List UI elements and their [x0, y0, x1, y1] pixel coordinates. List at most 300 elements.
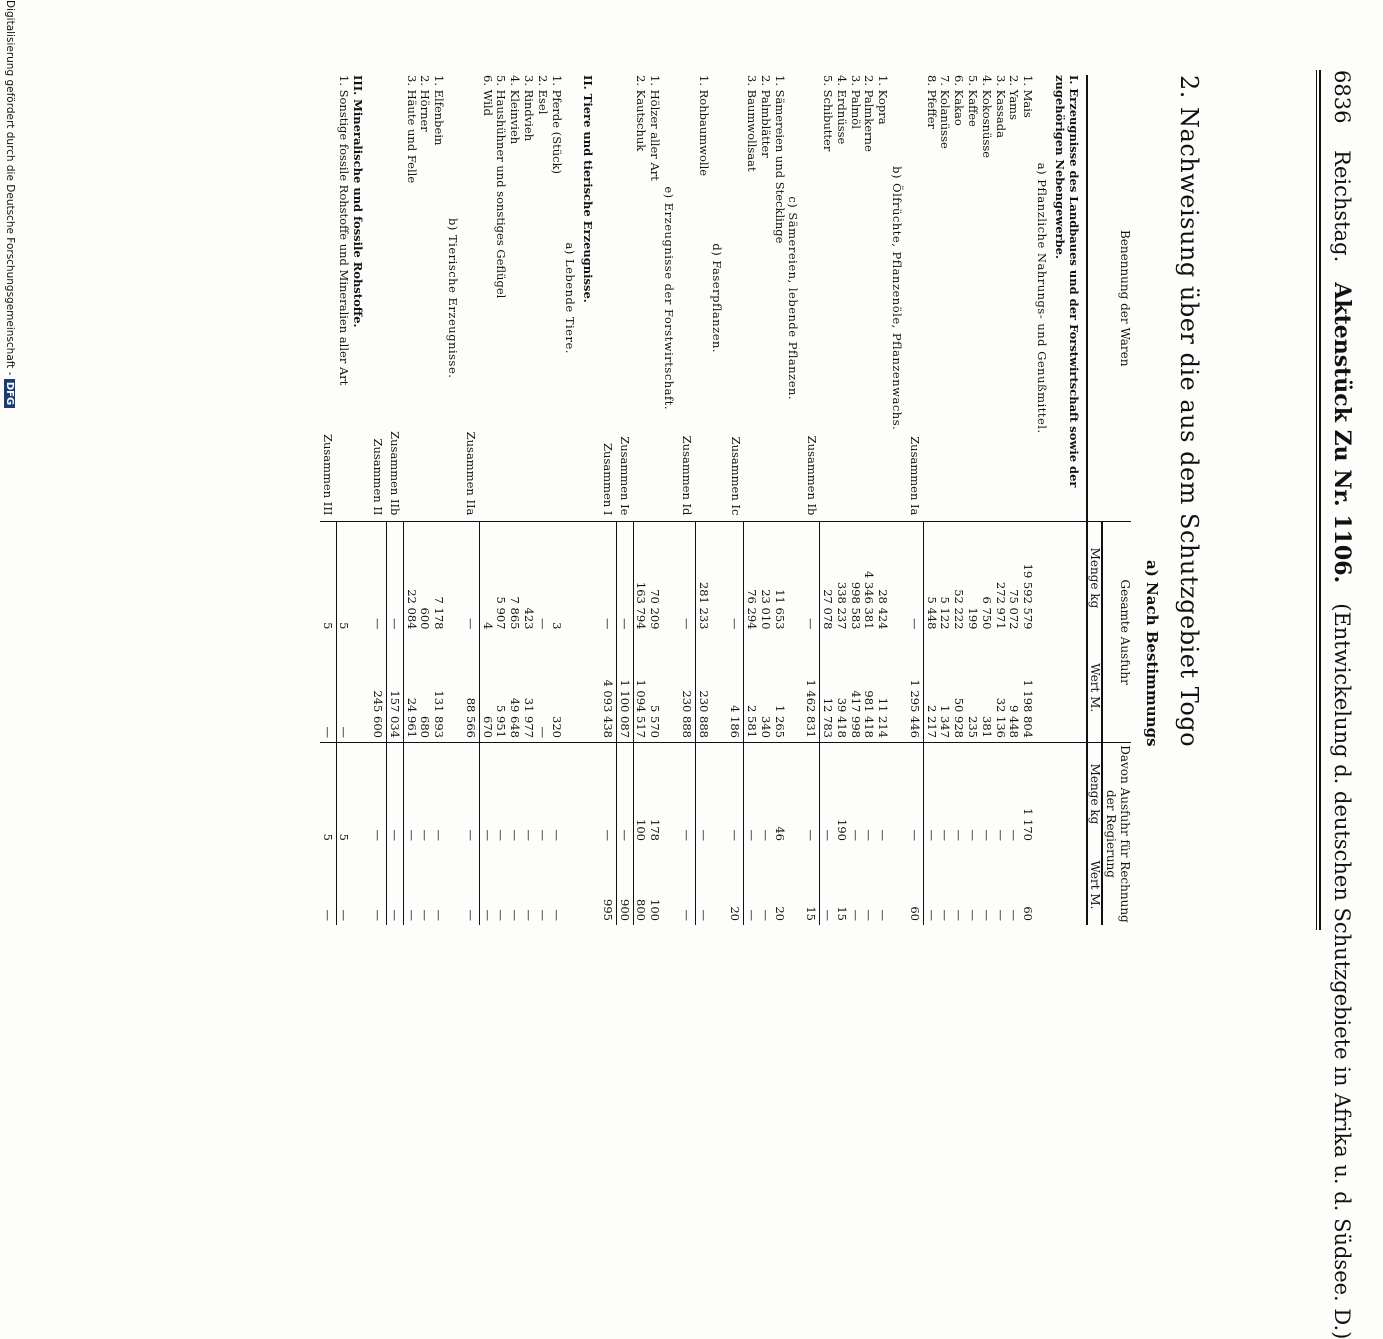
cell-wert: 230 888 [679, 633, 695, 742]
empty-cell [445, 742, 463, 845]
cell-gov-menge: 5 [320, 742, 336, 845]
cell-gov-wert: — [370, 845, 386, 925]
cell-menge: 23 010 [758, 589, 773, 630]
section-heading: II. Tiere und tierische Erzeugnisse. [580, 75, 600, 522]
section-row [661, 75, 679, 925]
row-label: Zusammen Ie [616, 75, 633, 522]
cell-gov-wert: — [745, 909, 760, 921]
row-label: 1. Sämereien und Stecklinge [772, 75, 786, 522]
cell-gov-menge: 1 170 [1021, 808, 1036, 841]
cell-gov-menge: — [907, 742, 923, 845]
cell-gov-menge: — [1007, 829, 1022, 841]
cell-gov-wert: 20 [772, 906, 787, 921]
empty-cell [563, 522, 581, 634]
cell-wert: 381 [979, 633, 993, 742]
cell-gov-menge: — [758, 829, 773, 841]
header-rule [1319, 70, 1321, 930]
cell-wert: 1 462 831 [803, 633, 819, 742]
section-row [1034, 75, 1052, 925]
cell-gov-menge: — [803, 742, 819, 845]
cell-wert: 4 093 438 [600, 633, 616, 742]
table-row [979, 75, 993, 925]
row-label: 6. Kakao [951, 75, 965, 522]
row-label: Zusammen IIb [386, 75, 403, 522]
total-row [320, 75, 336, 925]
cell-gov-wert: — [535, 909, 550, 921]
col-header-gov-wert: Wert M. [1087, 845, 1103, 925]
empty-cell [786, 522, 804, 634]
table-row [695, 75, 709, 925]
empty-cell [445, 845, 463, 925]
cell-wert: 2 217 [923, 633, 937, 742]
cell-wert: 235 [965, 633, 979, 742]
cell-gov-wert: — [696, 909, 711, 921]
cell-menge: — [370, 522, 386, 634]
cell-menge: 998 583 [848, 581, 863, 630]
col-group-total: Gesamte Ausfuhr [1102, 522, 1131, 743]
subsection-heading: d) Faserpflanzen. [710, 75, 728, 522]
cell-gov-wert: — [432, 909, 447, 921]
table-row [336, 75, 350, 925]
table-row [479, 75, 493, 925]
cell-gov-menge: — [696, 829, 711, 841]
table-row [834, 75, 848, 925]
row-label: 3. Palmöl [848, 75, 862, 522]
cell-wert: 1 198 804 [1020, 633, 1034, 742]
cell-gov-menge: — [418, 829, 433, 841]
row-label: 3. Kassada [993, 75, 1007, 522]
cell-gov-menge: — [616, 742, 633, 845]
cell-wert: — [535, 633, 549, 742]
cell-gov-menge: — [938, 829, 953, 841]
row-label: Zusammen II [370, 75, 386, 522]
cell-gov-wert: — [418, 909, 433, 921]
cell-wert: 131 893 [431, 633, 445, 742]
table-row [403, 75, 417, 925]
cell-gov-menge: 190 [834, 819, 849, 841]
total-row [600, 75, 616, 925]
empty-cell [580, 633, 600, 742]
table-row [758, 75, 772, 925]
empty-cell [889, 522, 907, 634]
cell-gov-menge: — [432, 829, 447, 841]
cell-gov-menge: — [745, 829, 760, 841]
empty-cell [1052, 742, 1087, 845]
cell-menge: 5 122 [938, 596, 953, 630]
row-label: 5. Schibutter [820, 75, 834, 522]
digitization-credit [4, 0, 16, 408]
cell-gov-wert: — [549, 909, 564, 921]
row-label: 5. Kaffee [965, 75, 979, 522]
cell-menge: 5 907 [494, 596, 509, 630]
empty-cell [661, 742, 679, 845]
cell-menge: — [535, 617, 550, 630]
table-row [507, 75, 521, 925]
cell-gov-menge: — [924, 829, 939, 841]
cell-menge: — [727, 522, 743, 634]
section-row [889, 75, 907, 925]
cell-menge: — [803, 522, 819, 634]
subsection-heading: b) Ölfrüchte, Pflanzenöle, Pflanzenwachs. [889, 75, 907, 522]
cell-gov-menge: 178 [648, 819, 663, 841]
cell-gov-menge: — [463, 742, 479, 845]
cell-gov-wert: — [993, 909, 1008, 921]
cell-menge: 163 794 [634, 581, 649, 630]
cell-wert: 417 998 [848, 633, 862, 742]
cell-gov-menge: — [508, 829, 523, 841]
cell-menge: 22 084 [404, 589, 419, 630]
page-number: 6836 [1330, 70, 1354, 124]
page-title: 2. Nachweisung über die aus dem Schutzgebiet Togo [1175, 75, 1203, 748]
col-header-menge: Menge kg [1087, 522, 1103, 634]
empty-cell [350, 522, 370, 634]
table-row [494, 75, 508, 925]
col-group-gov: Davon Ausfuhr für Rechnung der Regierung [1102, 742, 1131, 925]
header-rule-thin [1316, 70, 1317, 930]
total-row [907, 75, 923, 925]
table-row [1007, 75, 1021, 925]
page-subtitle: a) Nach Bestimmungs [1143, 560, 1161, 747]
header-right: (Entwickelung d. deutschen Schutzgebiete in Afrika u. d. Südsee. D.) [1330, 603, 1354, 1339]
empty-cell [661, 845, 679, 925]
subsection-heading: a) Pflanzliche Nahrungs- und Genußmittel. [1034, 75, 1052, 522]
row-label: 1. Pferde (Stück) [549, 75, 563, 522]
cell-gov-menge: — [386, 742, 403, 845]
cell-gov-menge: — [549, 829, 564, 841]
row-label: Zusammen Id [679, 75, 695, 522]
cell-gov-menge: — [600, 742, 616, 845]
row-label: 4. Kokosnüsse [979, 75, 993, 522]
cell-gov-wert: — [876, 909, 891, 921]
cell-menge: 4 346 381 [862, 570, 877, 630]
header-left: Reichstag. [1330, 150, 1354, 263]
cell-gov-wert: 60 [907, 845, 923, 925]
page-header [1329, 70, 1355, 1339]
cell-gov-wert: — [1007, 909, 1022, 921]
col-header-wert: Wert M. [1087, 633, 1103, 742]
empty-cell [786, 845, 804, 925]
cell-menge: 4 [480, 622, 495, 630]
row-label: 2. Palmkerne [862, 75, 876, 522]
cell-gov-menge: — [862, 829, 877, 841]
cell-menge: 281 233 [696, 581, 711, 630]
table-row [521, 75, 535, 925]
cell-gov-wert: — [924, 909, 939, 921]
table-row [431, 75, 445, 925]
empty-cell [786, 633, 804, 742]
cell-menge: 600 [418, 607, 433, 630]
empty-cell [1034, 633, 1052, 742]
row-label: Zusammen I [600, 75, 616, 522]
cell-gov-wert: — [494, 909, 509, 921]
cell-gov-wert: 800 [634, 899, 649, 921]
cell-menge: 76 294 [745, 589, 760, 630]
cell-wert: 1 265 [772, 633, 786, 742]
cell-gov-wert: — [386, 845, 403, 925]
dfg-logo: DFG [4, 379, 15, 408]
cell-menge: 338 237 [834, 581, 849, 630]
total-row [463, 75, 479, 925]
row-label: 2. Yams [1007, 75, 1021, 522]
empty-cell [710, 522, 728, 634]
cell-menge: — [616, 522, 633, 634]
cell-wert: 680 [418, 633, 432, 742]
table-row [965, 75, 979, 925]
empty-cell [1034, 845, 1052, 925]
total-row [803, 75, 819, 925]
cell-gov-wert: 15 [834, 906, 849, 921]
cell-menge: 27 078 [821, 589, 836, 630]
cell-gov-wert: — [979, 909, 994, 921]
total-row [370, 75, 386, 925]
cell-wert: 4 186 [727, 633, 743, 742]
cell-wert: 2 581 [744, 633, 758, 742]
row-label: 2. Palmblätter [758, 75, 772, 522]
cell-wert: 50 928 [951, 633, 965, 742]
row-label: Zusammen Ib [803, 75, 819, 522]
cell-gov-menge: — [404, 829, 419, 841]
empty-cell [786, 742, 804, 845]
row-label: 2. Esel [535, 75, 549, 522]
cell-gov-wert: — [758, 909, 773, 921]
empty-cell [1034, 742, 1052, 845]
row-label: Zusammen IIa [463, 75, 479, 522]
cell-menge: 199 [966, 607, 981, 630]
row-label: 1. Hölzer aller Art [648, 75, 662, 522]
cell-gov-wert: — [952, 909, 967, 921]
total-row [616, 75, 633, 925]
cell-wert: 1 295 446 [907, 633, 923, 742]
empty-cell [445, 633, 463, 742]
cell-menge: 272 971 [993, 581, 1008, 630]
cell-wert: — [320, 633, 336, 742]
empty-cell [580, 845, 600, 925]
empty-cell [889, 845, 907, 925]
cell-wert: 981 418 [862, 633, 876, 742]
section-row [350, 75, 370, 925]
total-row [386, 75, 403, 925]
empty-cell [1034, 522, 1052, 634]
cell-gov-menge: — [876, 829, 891, 841]
row-label: 1. Mais [1020, 75, 1034, 522]
cell-wert: 11 214 [875, 633, 889, 742]
cell-gov-menge: — [966, 829, 981, 841]
empty-cell [563, 845, 581, 925]
cell-gov-menge: — [821, 829, 836, 841]
credit-text: Digitalisierung gefördert durch die Deutsche Forschungsgemeinschaft - [4, 0, 16, 376]
cell-gov-wert: — [966, 909, 981, 921]
row-label: 2. Hörner [418, 75, 432, 522]
cell-gov-menge: — [848, 829, 863, 841]
empty-cell [580, 522, 600, 634]
cell-menge: 5 448 [924, 596, 939, 630]
header-center: Aktenstück Zu Nr. 1106. [1329, 282, 1355, 584]
row-label: 1. Kopra [875, 75, 889, 522]
row-label: 3. Rindvieh [521, 75, 535, 522]
cell-menge: 7 178 [432, 596, 447, 630]
empty-cell [1052, 845, 1087, 925]
cell-wert: 12 783 [820, 633, 834, 742]
row-label: 2. Kautschuk [633, 75, 647, 522]
row-label: Zusammen Ic [727, 75, 743, 522]
cell-menge: — [600, 522, 616, 634]
section-row [786, 75, 804, 925]
cell-gov-menge: 100 [634, 819, 649, 841]
cell-menge: 11 653 [772, 589, 787, 630]
empty-cell [661, 633, 679, 742]
cell-menge: — [679, 522, 695, 634]
subsection-heading: c) Sämereien, lebende Pflanzen. [786, 75, 804, 522]
empty-cell [350, 742, 370, 845]
row-label: 3. Baumwollsaat [744, 75, 758, 522]
section-heading: I. Erzeugnisse des Landbaues und der Forstwirtschaft sowie der zugehörigen Nebengewerbe. [1052, 75, 1087, 522]
cell-wert: 157 034 [386, 633, 403, 742]
cell-gov-menge: 46 [772, 826, 787, 841]
cell-wert: 32 136 [993, 633, 1007, 742]
cell-menge: 5 [320, 522, 336, 634]
section-row [1052, 75, 1087, 925]
table-row [1020, 75, 1034, 925]
row-label: 4. Erdnüsse [834, 75, 848, 522]
cell-wert: 670 [479, 633, 493, 742]
cell-gov-wert: 995 [600, 845, 616, 925]
cell-gov-wert: — [848, 909, 863, 921]
row-label: 5. Haushühner und sonstiges Geflügel [494, 75, 508, 522]
cell-wert: — [336, 633, 350, 742]
cell-gov-wert: — [463, 845, 479, 925]
cell-menge: 70 209 [648, 589, 663, 630]
subsection-heading: a) Lebende Tiere. [563, 75, 581, 522]
cell-gov-wert: — [337, 909, 352, 921]
col-header-gov-menge: Menge kg [1087, 742, 1103, 845]
cell-gov-menge: — [521, 829, 536, 841]
table-row [535, 75, 549, 925]
cell-wert: 230 888 [695, 633, 709, 742]
empty-cell [710, 845, 728, 925]
empty-cell [563, 633, 581, 742]
table-row [772, 75, 786, 925]
cell-wert: 340 [758, 633, 772, 742]
table-row [418, 75, 432, 925]
cell-menge: 6 750 [979, 596, 994, 630]
cell-gov-wert: 900 [616, 845, 633, 925]
table-row [862, 75, 876, 925]
table-row [820, 75, 834, 925]
empty-cell [350, 845, 370, 925]
row-label: 4. Kleinvieh [507, 75, 521, 522]
cell-wert: 49 648 [507, 633, 521, 742]
cell-gov-wert: 60 [1021, 906, 1036, 921]
table-row [875, 75, 889, 925]
cell-menge: 423 [521, 607, 536, 630]
cell-gov-menge: — [679, 742, 695, 845]
table-row [744, 75, 758, 925]
cell-wert: 9 448 [1007, 633, 1021, 742]
cell-menge: 5 [337, 622, 352, 630]
cell-gov-wert: — [862, 909, 877, 921]
section-row [445, 75, 463, 925]
cell-gov-wert: — [821, 909, 836, 921]
empty-cell [350, 633, 370, 742]
empty-cell [580, 742, 600, 845]
empty-cell [1052, 633, 1087, 742]
table-row [549, 75, 563, 925]
row-label: Zusammen III [320, 75, 336, 522]
subsection-heading: e) Erzeugnisse der Forstwirtschaft. [661, 75, 679, 522]
cell-gov-wert: 15 [803, 845, 819, 925]
cell-wert: 1 094 517 [633, 633, 647, 742]
cell-gov-wert: — [320, 845, 336, 925]
section-heading: III. Mineralische und fossile Rohstoffe. [350, 75, 370, 522]
empty-cell [661, 522, 679, 634]
row-label: Zusammen Ia [907, 75, 923, 522]
cell-wert: 320 [549, 633, 563, 742]
empty-cell [889, 742, 907, 845]
empty-cell [563, 742, 581, 845]
cell-wert: 5 951 [494, 633, 508, 742]
cell-wert: 245 600 [370, 633, 386, 742]
table-row [648, 75, 662, 925]
empty-cell [445, 522, 463, 634]
total-row [679, 75, 695, 925]
table-row [633, 75, 647, 925]
cell-gov-wert: — [521, 909, 536, 921]
cell-wert: 39 418 [834, 633, 848, 742]
subsection-heading: b) Tierische Erzeugnisse. [445, 75, 463, 522]
row-label: 7. Kolanüsse [938, 75, 952, 522]
cell-gov-menge: 5 [337, 833, 352, 841]
cell-menge: 52 222 [952, 589, 967, 630]
cell-gov-menge: — [727, 742, 743, 845]
cell-menge: — [463, 522, 479, 634]
cell-wert: 24 961 [403, 633, 417, 742]
section-row [563, 75, 581, 925]
cell-gov-menge: — [952, 829, 967, 841]
table-row [993, 75, 1007, 925]
cell-wert: 31 977 [521, 633, 535, 742]
cell-gov-wert: — [938, 909, 953, 921]
cell-wert: 1 100 087 [616, 633, 633, 742]
cell-gov-wert: — [480, 909, 495, 921]
empty-cell [710, 633, 728, 742]
row-label: 6. Wild [479, 75, 493, 522]
cell-gov-wert: 100 [648, 899, 663, 921]
table-row [938, 75, 952, 925]
cell-gov-menge: — [480, 829, 495, 841]
cell-gov-wert: — [404, 909, 419, 921]
table-row [923, 75, 937, 925]
row-label: 1. Rohbaumwolle [695, 75, 709, 522]
row-label: 8. Pfeffer [923, 75, 937, 522]
table-body [320, 75, 1087, 925]
section-row [580, 75, 600, 925]
cell-gov-menge: — [535, 829, 550, 841]
empty-cell [1052, 522, 1087, 634]
cell-menge: 19 592 579 [1021, 563, 1036, 630]
row-label: 1. Sonstige fossile Rohstoffe und Mineralien aller Art [336, 75, 350, 522]
cell-gov-wert: — [508, 909, 523, 921]
total-row [727, 75, 743, 925]
cell-gov-wert: — [679, 845, 695, 925]
cell-menge: 7 865 [508, 596, 523, 630]
cell-gov-menge: — [993, 829, 1008, 841]
export-table [320, 75, 1131, 925]
row-label: 3. Häute und Felle [403, 75, 417, 522]
cell-menge: 3 [549, 622, 564, 630]
cell-wert: 88 566 [463, 633, 479, 742]
cell-menge: 75 072 [1007, 589, 1022, 630]
cell-gov-wert: 20 [727, 845, 743, 925]
